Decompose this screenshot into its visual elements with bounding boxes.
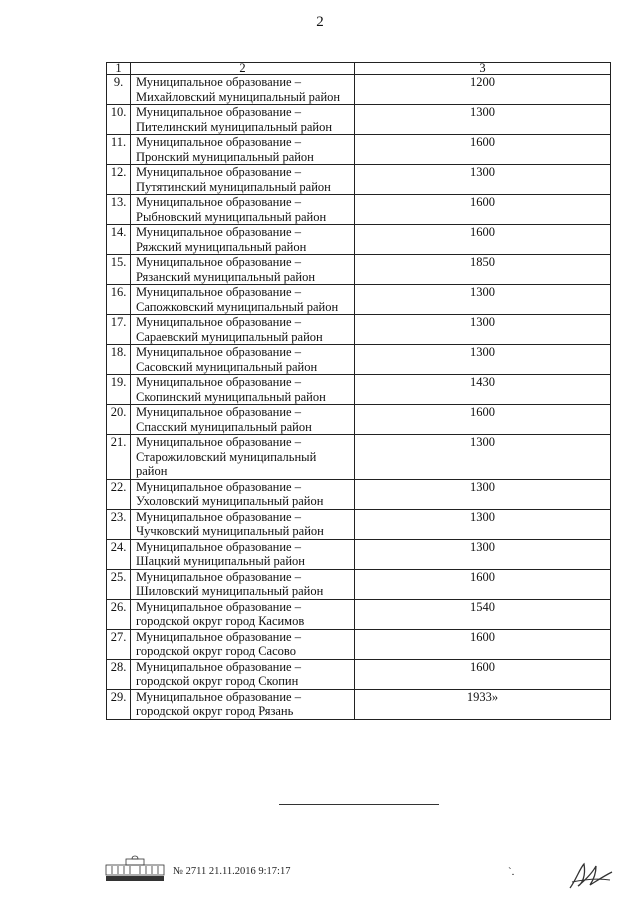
municipality-name [131, 435, 355, 480]
municipality-name-line: Ряжский муниципальный район [136, 239, 307, 254]
table-row [107, 479, 611, 509]
allocation-value: 1600 [355, 195, 611, 225]
closing-rule [279, 804, 439, 805]
table-row [107, 405, 611, 435]
table-row [107, 315, 611, 345]
municipality-name-line: Чучковский муниципальный район [136, 524, 324, 538]
table-row [107, 225, 611, 255]
municipality-name-line: городской округ город Скопин [136, 674, 299, 688]
allocation-value: 1200 [355, 75, 611, 105]
allocation-value: 1600 [355, 569, 611, 599]
table-row [107, 629, 611, 659]
municipality-name [131, 539, 355, 569]
municipality-name-line: Михайловский муниципальный район [136, 89, 341, 104]
row-number: 19. [107, 375, 131, 405]
municipality-name-line: Муниципальное образование – [136, 105, 301, 119]
municipality-name [131, 569, 355, 599]
municipality-name [131, 479, 355, 509]
allocation-value: 1300 [355, 165, 611, 195]
row-number: 22. [107, 479, 131, 509]
row-number: 13. [107, 195, 131, 225]
row-number: 24. [107, 539, 131, 569]
municipality-name [131, 659, 355, 689]
table-row [107, 195, 611, 225]
table-row [107, 539, 611, 569]
municipality-name [131, 689, 355, 719]
allocation-value: 1600 [355, 135, 611, 165]
municipality-name [131, 509, 355, 539]
stray-mark: `. [508, 866, 515, 878]
row-number: 14. [107, 225, 131, 255]
table-row [107, 255, 611, 285]
municipality-name [131, 225, 355, 255]
municipality-name [131, 285, 355, 315]
municipality-name [131, 165, 355, 195]
allocation-value: 1300 [355, 435, 611, 480]
allocation-value: 1600 [355, 659, 611, 689]
municipality-name-line: Муниципальное образование – [136, 435, 301, 449]
table-row [107, 165, 611, 195]
municipality-name [131, 195, 355, 225]
municipality-name-line: Муниципальное образование – [136, 165, 301, 179]
municipality-name-line: городской округ город Касимов [136, 614, 305, 628]
table-row [107, 105, 611, 135]
table-row [107, 659, 611, 689]
municipality-name [131, 599, 355, 629]
municipality-name-line: Муниципальное образование – [136, 659, 301, 674]
handwritten-signature-icon [566, 858, 616, 892]
municipality-name-line: Шиловский муниципальный район [136, 584, 324, 598]
municipality-name [131, 135, 355, 165]
allocation-value: 1600 [355, 405, 611, 435]
row-number: 9. [107, 75, 131, 105]
municipality-name-line: Путятинский муниципальный район [136, 179, 331, 194]
government-building-logo-icon [104, 852, 166, 884]
allocation-value: 1933» [355, 689, 611, 719]
row-number: 20. [107, 405, 131, 435]
table-row [107, 509, 611, 539]
table-body [107, 63, 611, 720]
municipality-name-line: Муниципальное образование – [136, 195, 301, 209]
municipality-name [131, 75, 355, 105]
municipality-name [131, 105, 355, 135]
allocation-value: 1300 [355, 509, 611, 539]
allocation-value: 1300 [355, 105, 611, 135]
row-number: 15. [107, 255, 131, 285]
row-number: 29. [107, 689, 131, 719]
municipality-name-line: Муниципальное образование – [136, 255, 301, 269]
municipality-name [131, 255, 355, 285]
municipality-name [131, 375, 355, 405]
municipality-name-line: Муниципальное образование – [136, 315, 301, 329]
table-row [107, 689, 611, 719]
allocation-value: 1600 [355, 225, 611, 255]
allocation-value: 1300 [355, 285, 611, 315]
row-number: 21. [107, 435, 131, 480]
table-row [107, 135, 611, 165]
header-col-1: 1 [107, 63, 131, 75]
row-number: 17. [107, 315, 131, 345]
municipality-name-line: Рязанский муниципальный район [136, 269, 316, 284]
municipality-name-line: Скопинский муниципальный район [136, 389, 326, 404]
row-number: 18. [107, 345, 131, 375]
row-number: 12. [107, 165, 131, 195]
municipality-name [131, 345, 355, 375]
municipality-name-line: Муниципальное образование – [136, 629, 301, 644]
allocation-value: 1300 [355, 479, 611, 509]
row-number: 10. [107, 105, 131, 135]
municipality-name-line: городской округ город Рязань [136, 704, 294, 718]
municipality-name-line: Спасский муниципальный район [136, 419, 312, 434]
allocation-value: 1540 [355, 599, 611, 629]
allocation-value: 1300 [355, 539, 611, 569]
table-row [107, 345, 611, 375]
municipality-name-line: Муниципальное образование – [136, 599, 301, 614]
municipality-name-line: Муниципальное образование – [136, 509, 301, 524]
municipality-name [131, 315, 355, 345]
municipality-name [131, 405, 355, 435]
municipality-name-line: Шацкий муниципальный район [136, 554, 305, 568]
municipality-name-line: Муниципальное образование – [136, 375, 301, 389]
table-row [107, 285, 611, 315]
municipality-name-line: Муниципальное образование – [136, 75, 301, 89]
municipality-name [131, 629, 355, 659]
table-header-row [107, 63, 611, 75]
municipality-name-line: Муниципальное образование – [136, 345, 301, 359]
header-col-2: 2 [131, 63, 355, 75]
allocation-table [106, 62, 611, 720]
row-number: 25. [107, 569, 131, 599]
allocation-value: 1430 [355, 375, 611, 405]
municipality-name-line: Муниципальное образование – [136, 689, 301, 704]
allocation-value: 1600 [355, 629, 611, 659]
header-col-3: 3 [355, 63, 611, 75]
municipality-name-line: Муниципальное образование – [136, 285, 301, 299]
table-row [107, 75, 611, 105]
municipality-name-line: Сасовский муниципальный район [136, 359, 318, 374]
municipality-name-line: Муниципальное образование – [136, 135, 301, 149]
municipality-name-line: Рыбновский муниципальный район [136, 209, 327, 224]
row-number: 23. [107, 509, 131, 539]
row-number: 16. [107, 285, 131, 315]
municipality-name-line: городской округ город Сасово [136, 644, 296, 658]
table-row [107, 599, 611, 629]
table-row [107, 435, 611, 480]
municipality-name-line: Муниципальное образование – [136, 405, 301, 419]
municipality-name-line: Ухоловский муниципальный район [136, 494, 324, 508]
row-number: 27. [107, 629, 131, 659]
row-number: 11. [107, 135, 131, 165]
allocation-value: 1300 [355, 315, 611, 345]
municipality-name-line: Сараевский муниципальный район [136, 329, 323, 344]
municipality-name-line: Пителинский муниципальный район [136, 119, 333, 134]
municipality-name-line: Муниципальное образование – [136, 569, 301, 584]
page-number: 2 [316, 14, 324, 30]
municipality-name-line: Старожиловский муниципальный [136, 449, 317, 464]
municipality-name-line: район [136, 464, 168, 478]
row-number: 28. [107, 659, 131, 689]
table-row [107, 569, 611, 599]
row-number: 26. [107, 599, 131, 629]
municipality-name-line: Муниципальное образование – [136, 479, 301, 494]
municipality-name-line: Муниципальное образование – [136, 539, 301, 554]
document-stamp: № 2711 21.11.2016 9:17:17 [173, 866, 291, 877]
municipality-name-line: Муниципальное образование – [136, 225, 301, 239]
allocation-value: 1300 [355, 345, 611, 375]
municipality-name-line: Пронский муниципальный район [136, 149, 314, 164]
allocation-value: 1850 [355, 255, 611, 285]
municipality-name-line: Сапожковский муниципальный район [136, 299, 339, 314]
table-row [107, 375, 611, 405]
